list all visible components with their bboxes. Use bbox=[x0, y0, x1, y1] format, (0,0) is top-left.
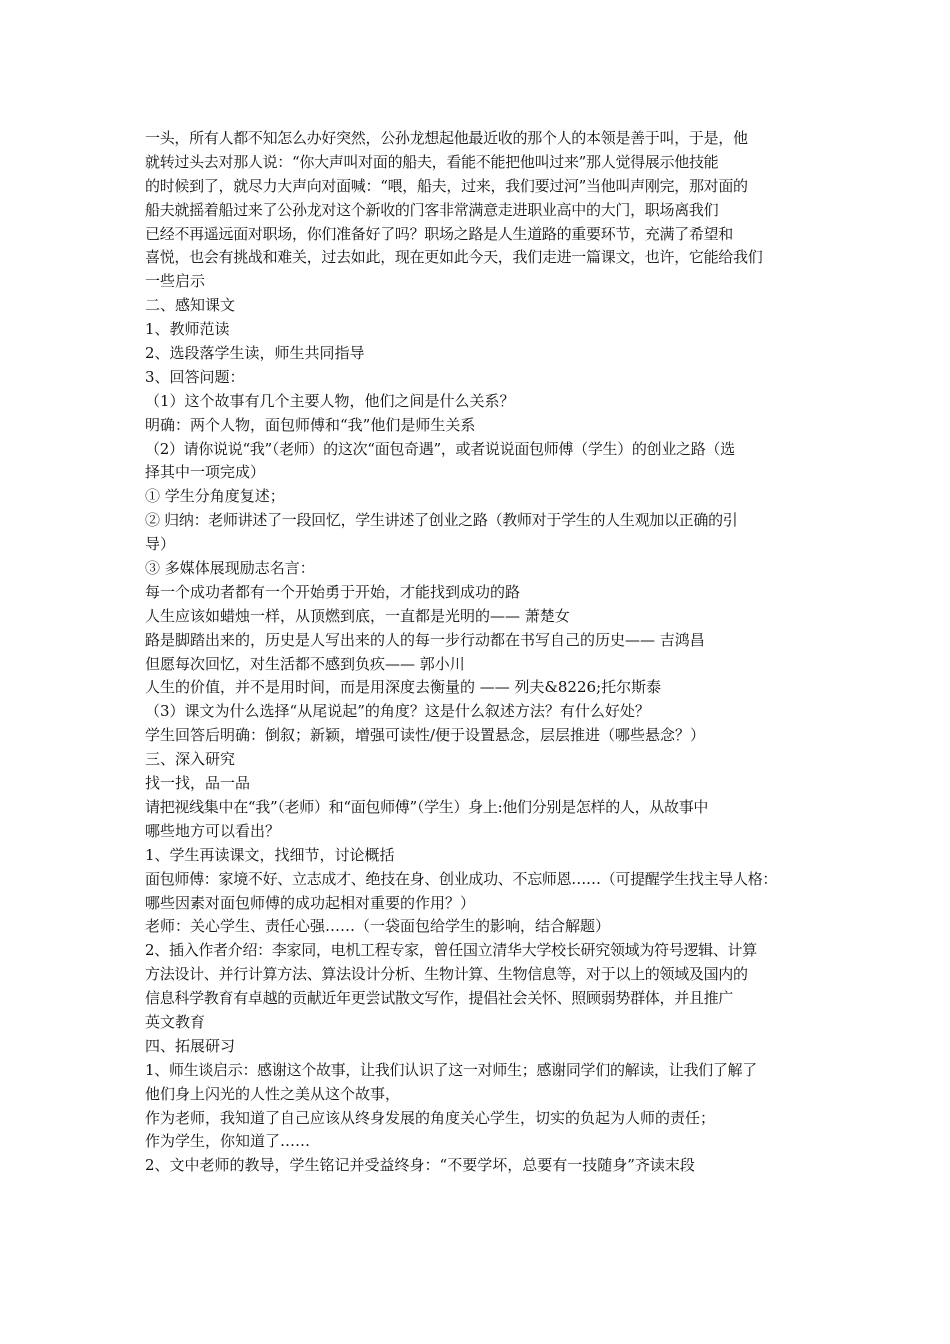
text-line: 就转过头去对那人说：“你大声叫对面的船夫，看能不能把他叫过来”那人觉得展示他技能 bbox=[145, 152, 719, 171]
text-line: 一头，所有人都不知怎么办好突然，公孙龙想起他最近收的那个人的本领是善于叫，于是，他 bbox=[145, 129, 748, 147]
section-heading: 三、深入研究 bbox=[145, 750, 236, 769]
text-line: 明确：两个人物，面包师傅和“我”他们是师生关系 bbox=[145, 415, 476, 434]
quote-line: 但愿每次回忆，对生活都不感到负疚—— 郭小川 bbox=[145, 654, 465, 673]
text-line: 一些启示 bbox=[145, 272, 206, 291]
text-line: 2、选段落学生读，师生共同指导 bbox=[145, 344, 365, 363]
text-line: 面包师傅：家境不好、立志成才、绝技在身、创业成功、不忘师恩……（可提醒学生找主导人格： bbox=[145, 869, 778, 888]
text-line: 作为老师，我知道了自己应该从终身发展的角度关心学生，切实的负起为人师的责任； bbox=[145, 1108, 716, 1127]
text-line: 择其中一项完成） bbox=[145, 463, 266, 482]
quote-line: 每一个成功者都有一个开始勇于开始，才能找到成功的路 bbox=[145, 582, 521, 601]
text-line: 学生回答后明确：倒叙；新颖，增强可读性/便于设置悬念，层层推进（哪些悬念？） bbox=[145, 726, 706, 745]
text-line: ③ 多媒体展现励志名言： bbox=[145, 559, 315, 578]
text-line: 船夫就摇着船过来了公孙龙对这个新收的门客非常满意走进职业高中的大门，职场离我们 bbox=[145, 200, 719, 219]
text-line: 方法设计、并行计算方法、算法设计分析、生物计算、生物信息等，对于以上的领域及国内的 bbox=[145, 965, 748, 984]
text-line: 请把视线集中在“我”（老师）和“面包师傅”（学生）身上:他们分别是怎样的人，从故事中 bbox=[145, 797, 709, 816]
text-line: 他们身上闪光的人性之美从这个故事， bbox=[145, 1084, 401, 1103]
section-heading: 四、拓展研习 bbox=[145, 1036, 236, 1055]
text-line: （1）这个故事有几个主要人物，他们之间是什么关系？ bbox=[145, 391, 515, 410]
text-line: 2、插入作者介绍：李家同，电机工程专家，曾任国立清华大学校长研究领域为符号逻辑、计算 bbox=[145, 941, 757, 960]
section-heading: 二、感知课文 bbox=[145, 296, 236, 315]
text-line: ② 归纳：老师讲述了一段回忆，学生讲述了创业之路（教师对于学生的人生观加以正确的引 bbox=[145, 511, 738, 530]
text-line: 1、师生谈启示：感谢这个故事，让我们认识了这一对师生；感谢同学们的解读，让我们了解了 bbox=[145, 1060, 757, 1079]
text-line: 哪些因素对面包师傅的成功起相对重要的作用？） bbox=[145, 893, 476, 912]
text-line: ① 学生分角度复述； bbox=[145, 487, 285, 506]
text-line: 作为学生，你知道了…… bbox=[145, 1132, 311, 1151]
text-line: （3）课文为什么选择“从尾说起”的角度？这是什么叙述方法？有什么好处？ bbox=[145, 702, 650, 721]
quote-line: 路是脚踏出来的，历史是人写出来的人的每一步行动都在书写自己的历史—— 吉鸿昌 bbox=[145, 630, 705, 649]
quote-line: 人生的价值，并不是用时间，而是用深度去衡量的 —— 列夫&8226;托尔斯泰 bbox=[145, 678, 662, 697]
text-line: 英文教育 bbox=[145, 1012, 206, 1031]
document-body bbox=[145, 127, 810, 1178]
text-line: 哪些地方可以看出？ bbox=[145, 821, 281, 840]
text-line: （2）请你说说“我”（老师）的这次“面包奇遇”，或者说说面包师傅（学生）的创业之路（选 bbox=[145, 439, 735, 458]
text-line: 1、教师范读 bbox=[145, 320, 230, 339]
text-line: 2、文中老师的教导，学生铭记并受益终身：“不要学坏，总要有一技随身”齐读末段 bbox=[145, 1156, 695, 1175]
text-line: 导） bbox=[145, 535, 176, 554]
quote-line: 人生应该如蜡烛一样，从顶燃到底，一直都是光明的—— 萧楚女 bbox=[145, 606, 570, 625]
text-line: 1、学生再读课文，找细节，讨论概括 bbox=[145, 845, 395, 864]
text-line: 3、回答问题： bbox=[145, 367, 245, 386]
text-line: 找一找，品一品 bbox=[145, 774, 251, 793]
text-line: 老师：关心学生、责任心强……（一袋面包给学生的影响，结合解题） bbox=[145, 917, 611, 936]
text-line: 喜悦，也会有挑战和难关，过去如此，现在更如此今天，我们走进一篇课文，也许，它能给我们 bbox=[145, 248, 763, 267]
text-line: 信息科学教育有卓越的贡献近年更尝试散文写作，提倡社会关怀、照顾弱势群体，并且推广 bbox=[145, 989, 734, 1008]
text-line: 已经不再遥远面对职场，你们准备好了吗？职场之路是人生道路的重要环节，充满了希望和 bbox=[145, 224, 734, 243]
text-line: 的时候到了，就尽力大声向对面喊：“喂，船夫，过来，我们要过河”当他叫声刚完，那对面的 bbox=[145, 176, 748, 195]
